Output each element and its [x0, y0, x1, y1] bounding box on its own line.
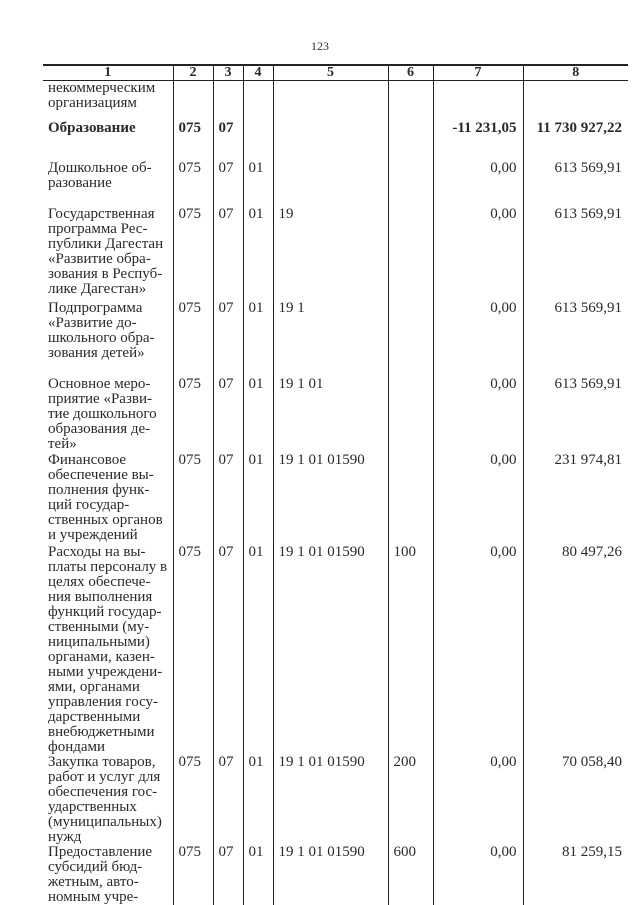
cell-subsection [243, 81, 273, 122]
col-header-2: 2 [173, 65, 213, 81]
cell-ministry: 075 [173, 845, 213, 905]
budget-table [43, 64, 628, 905]
cell-ministry: 075 [173, 755, 213, 845]
cell-subsection [243, 121, 273, 161]
cell-section: 07 [213, 545, 243, 755]
cell-change: 0,00 [433, 377, 523, 453]
cell-section: 07 [213, 453, 243, 545]
table-row [43, 453, 628, 545]
row-name: Расходы на вы-платы персоналу в целях обеспече-ния выполнения функций государ-ственными (му-ниципальными) органами, казен-ными учреждени-ями, органами управления госу-дарственными внебюджетными фондами [43, 545, 173, 755]
cell-target-article: 19 1 [273, 301, 388, 377]
table-row [43, 755, 628, 845]
page-number: 123 [311, 39, 329, 53]
cell-target-article [273, 161, 388, 207]
row-name: Дошкольное об-разование [43, 161, 173, 207]
cell-target-article: 19 1 01 01590 [273, 755, 388, 845]
cell-expense-type [388, 207, 433, 301]
cell-expense-type [388, 301, 433, 377]
cell-change: 0,00 [433, 845, 523, 905]
row-name: Закупка товаров, работ и услуг для обеспечения гос-ударственных (муниципальных) нужд [43, 755, 173, 845]
cell-ministry: 075 [173, 545, 213, 755]
header-row [43, 65, 628, 81]
cell-change [433, 81, 523, 122]
cell-target-article [273, 81, 388, 122]
table-row [43, 377, 628, 453]
cell-subsection: 01 [243, 845, 273, 905]
cell-target-article: 19 1 01 01590 [273, 453, 388, 545]
table-row [43, 845, 628, 905]
cell-expense-type [388, 121, 433, 161]
cell-amount [523, 81, 628, 122]
cell-expense-type [388, 161, 433, 207]
cell-change: 0,00 [433, 301, 523, 377]
cell-expense-type: 600 [388, 845, 433, 905]
row-name: Основное меро-приятие «Разви-тие дошкольного образования де-тей» [43, 377, 173, 453]
cell-change: 0,00 [433, 207, 523, 301]
cell-change: 0,00 [433, 755, 523, 845]
cell-section: 07 [213, 161, 243, 207]
cell-subsection: 01 [243, 207, 273, 301]
cell-subsection: 01 [243, 545, 273, 755]
cell-change: 0,00 [433, 161, 523, 207]
cell-target-article: 19 [273, 207, 388, 301]
col-header-3: 3 [213, 65, 243, 81]
cell-section [213, 81, 243, 122]
row-name: некоммерческим организациям [43, 81, 173, 122]
cell-expense-type [388, 377, 433, 453]
table-row [43, 545, 628, 755]
cell-section: 07 [213, 207, 243, 301]
cell-expense-type: 200 [388, 755, 433, 845]
cell-amount: 231 974,81 [523, 453, 628, 545]
cell-ministry: 075 [173, 207, 213, 301]
col-header-1: 1 [43, 65, 173, 81]
row-name: Образование [43, 121, 173, 161]
table-row [43, 81, 628, 122]
cell-change: 0,00 [433, 453, 523, 545]
cell-amount: 613 569,91 [523, 377, 628, 453]
cell-target-article: 19 1 01 01590 [273, 845, 388, 905]
cell-subsection: 01 [243, 453, 273, 545]
cell-expense-type [388, 453, 433, 545]
cell-section: 07 [213, 121, 243, 161]
col-header-5: 5 [273, 65, 388, 81]
col-header-4: 4 [243, 65, 273, 81]
col-header-6: 6 [388, 65, 433, 81]
col-header-8: 8 [523, 65, 628, 81]
row-name: Подпрограмма «Развитие до-школьного обра-зования детей» [43, 301, 173, 377]
cell-amount: 81 259,15 [523, 845, 628, 905]
cell-ministry: 075 [173, 301, 213, 377]
cell-subsection: 01 [243, 755, 273, 845]
cell-amount: 80 497,26 [523, 545, 628, 755]
cell-amount: 613 569,91 [523, 301, 628, 377]
cell-change: 0,00 [433, 545, 523, 755]
cell-subsection: 01 [243, 377, 273, 453]
cell-change: -11 231,05 [433, 121, 523, 161]
cell-section: 07 [213, 377, 243, 453]
cell-ministry: 075 [173, 377, 213, 453]
cell-amount: 613 569,91 [523, 207, 628, 301]
table-row [43, 161, 628, 207]
row-name: Предоставление субсидий бюд-жетным, авто-номным учре- [43, 845, 173, 905]
cell-target-article [273, 121, 388, 161]
cell-amount: 613 569,91 [523, 161, 628, 207]
table-row [43, 301, 628, 377]
cell-expense-type: 100 [388, 545, 433, 755]
cell-subsection: 01 [243, 301, 273, 377]
table-row [43, 207, 628, 301]
cell-section: 07 [213, 755, 243, 845]
row-name: Финансовое обеспечение вы-полнения функ-ций государ-ственных органов и учреждений [43, 453, 173, 545]
cell-ministry: 075 [173, 161, 213, 207]
cell-ministry: 075 [173, 453, 213, 545]
cell-target-article: 19 1 01 01590 [273, 545, 388, 755]
cell-amount: 11 730 927,22 [523, 121, 628, 161]
cell-section: 07 [213, 301, 243, 377]
cell-subsection: 01 [243, 161, 273, 207]
row-name: Государственная программа Рес-публики Дагестан «Развитие обра-зования в Респуб-лике Дагестан» [43, 207, 173, 301]
cell-target-article: 19 1 01 [273, 377, 388, 453]
col-header-7: 7 [433, 65, 523, 81]
table-row [43, 121, 628, 161]
cell-ministry: 075 [173, 121, 213, 161]
cell-section: 07 [213, 845, 243, 905]
cell-ministry [173, 81, 213, 122]
cell-expense-type [388, 81, 433, 122]
cell-amount: 70 058,40 [523, 755, 628, 845]
